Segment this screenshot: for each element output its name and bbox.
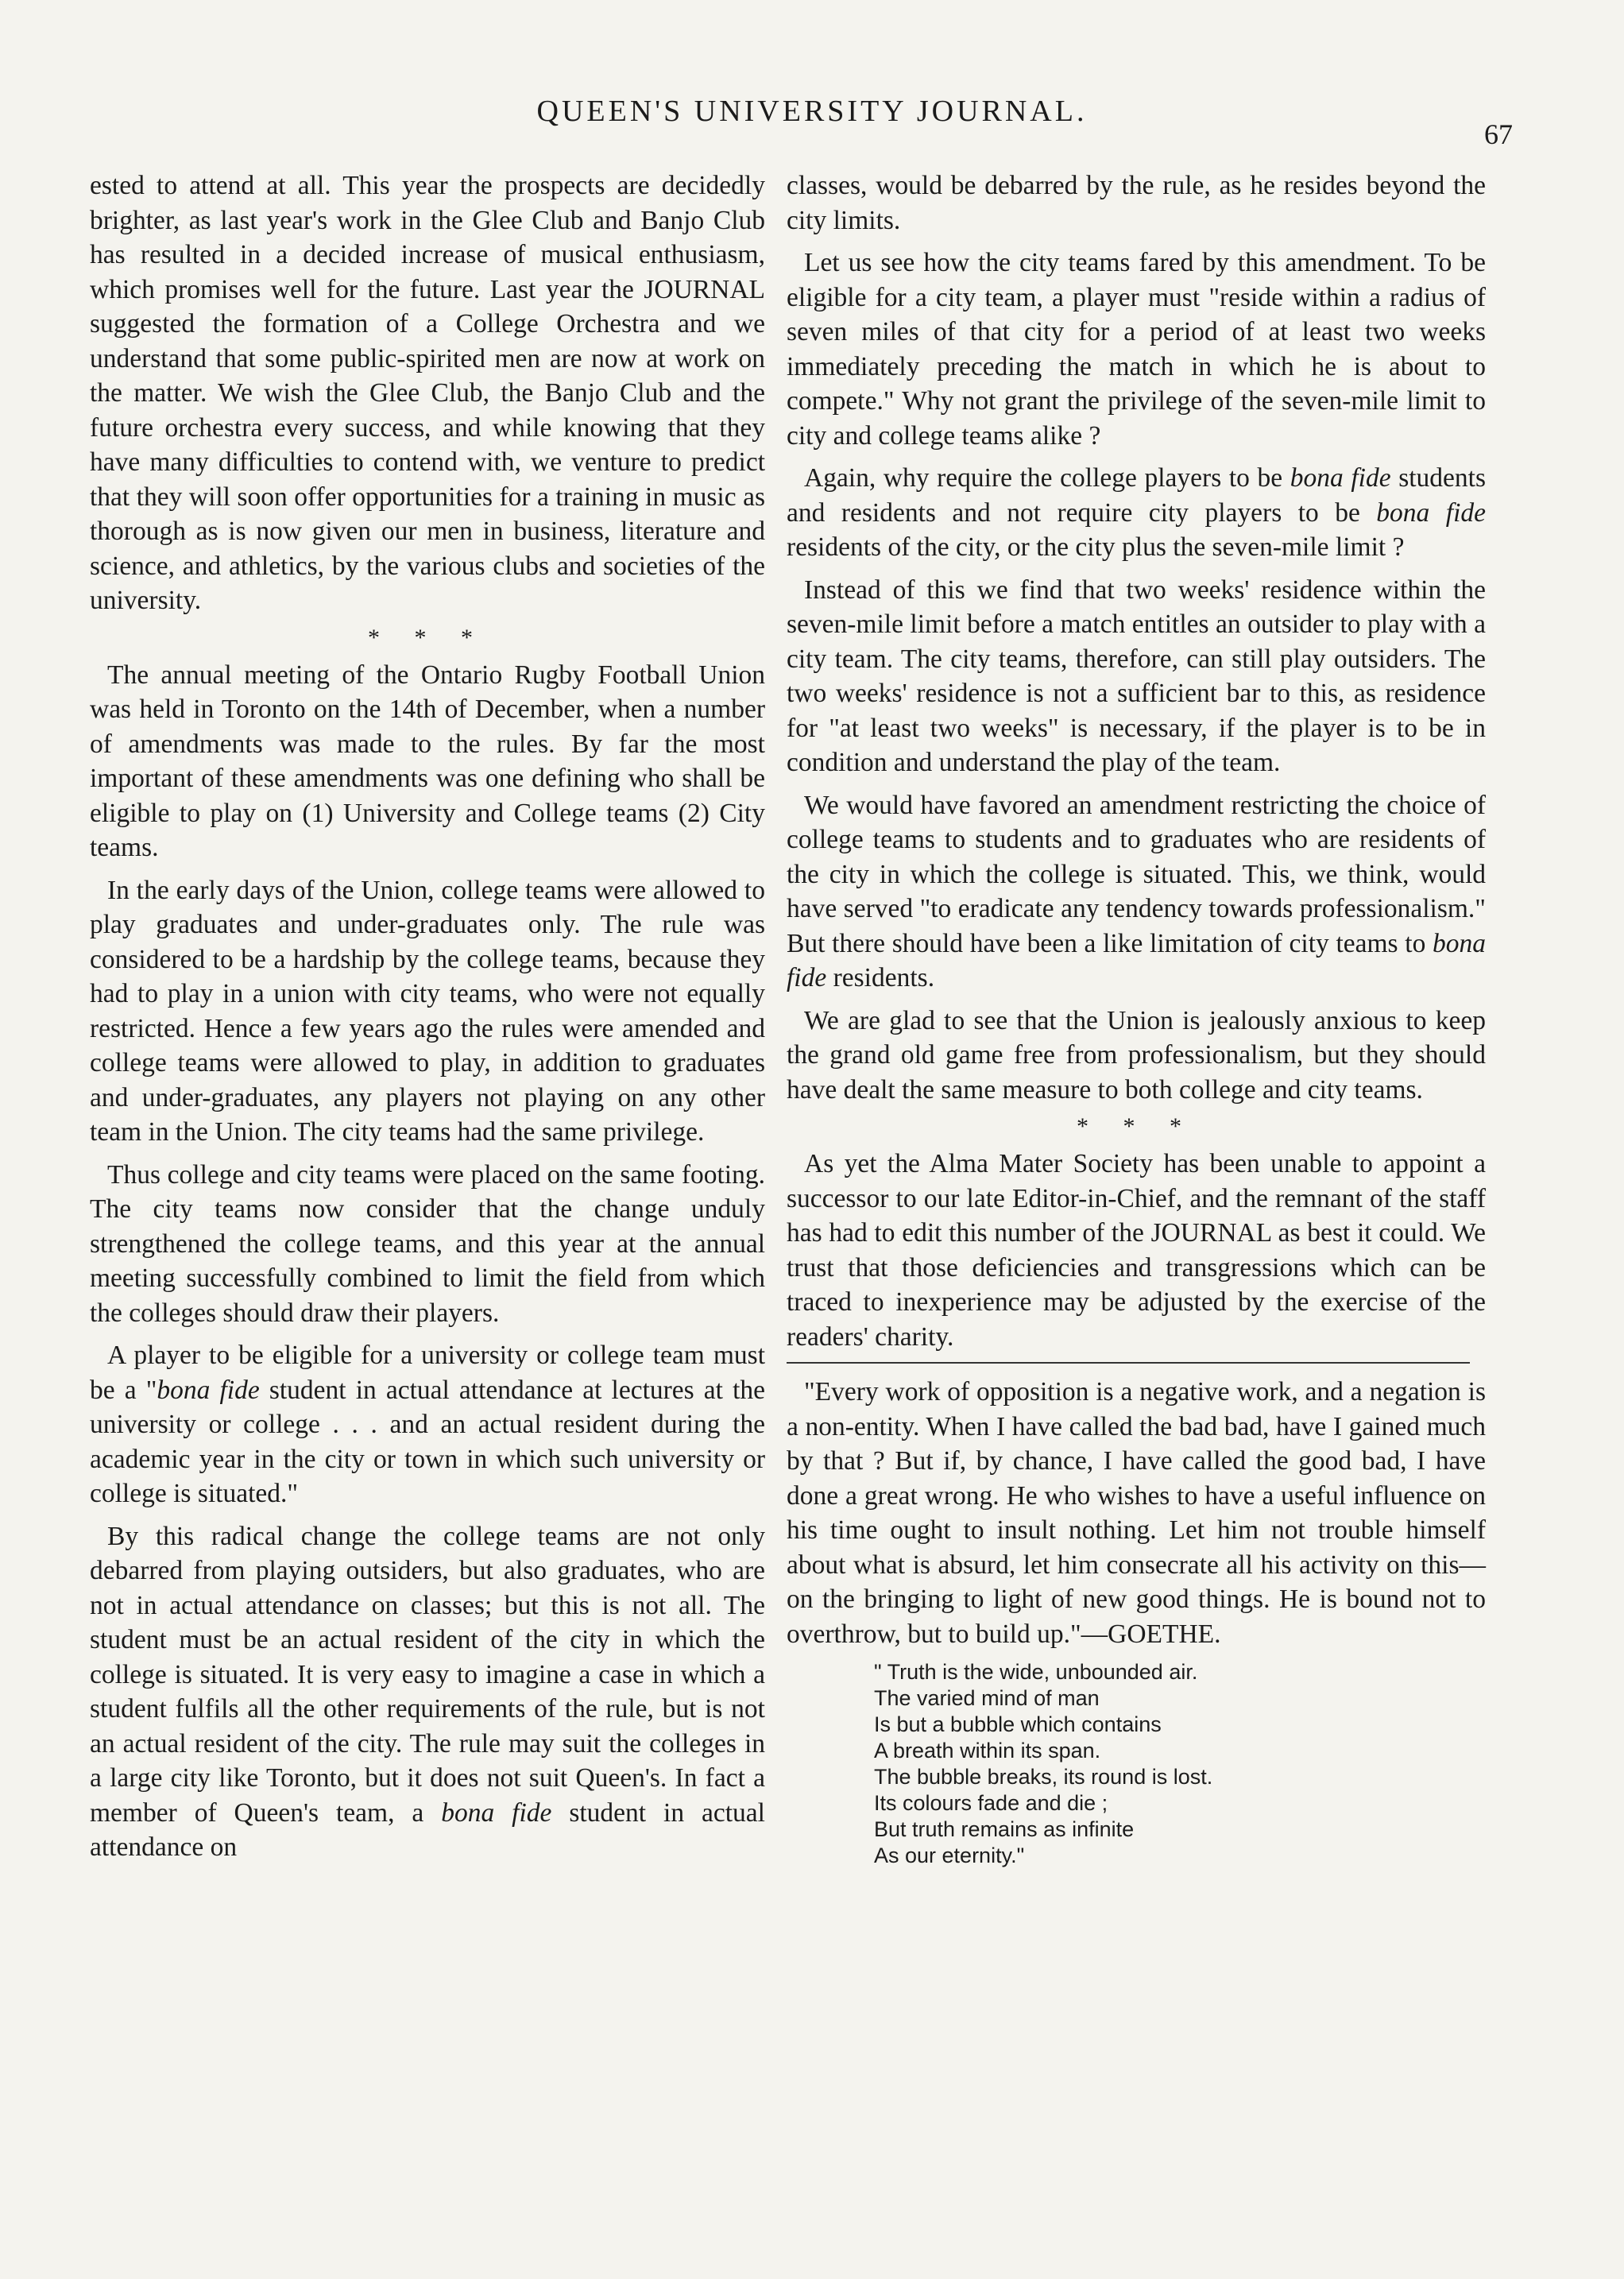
text-run: residents. — [826, 963, 935, 992]
poem-line: Is but a bubble which contains — [874, 1712, 1162, 1736]
poem-line: " Truth is the wide, unbounded air. — [874, 1660, 1198, 1684]
page-number: 67 — [1484, 118, 1513, 150]
italic-term: bona fide — [441, 1797, 552, 1828]
divider-rule — [787, 1362, 1470, 1364]
text-run: Again, why require the college players to be — [804, 463, 1290, 493]
left-paragraph-6 — [90, 1519, 765, 1865]
poem-line: The bubble breaks, its round is lost. — [874, 1765, 1213, 1789]
poem-line: The varied mind of man — [874, 1686, 1100, 1710]
goethe-quote — [787, 1375, 1486, 1651]
left-paragraph-2: The annual meeting of the Ontario Rugby Football Union was held in Toronto on the 14th of December, when a number of amendments was made to the rules. By far the most important of these amendments was one defining who shall be eligible to play on (1) University and College teams (2) City teams. — [90, 660, 765, 862]
right-column — [787, 168, 1486, 1869]
left-column — [90, 168, 765, 1873]
right-paragraph-6: We are glad to see that the Union is jealously anxious to keep the grand old game free from professionalism, but they should have dealt the same measure to both college and city teams. — [787, 1005, 1486, 1105]
text-run: We would have favored an amendment restricting the choice of college teams to students and to graduates who are residents of the city in which the college is situated. This, we think, would have served "to eradicate any tendency towards professionalism." But there should have been a like limitation of city teams to — [787, 790, 1486, 958]
left-paragraph-5 — [90, 1338, 765, 1511]
italic-term: bona fide — [787, 928, 1486, 992]
left-paragraph-3: In the early days of the Union, college teams were allowed to play graduates and under-graduates only. The rule was considered to be a hardship by the college teams, because they had to play in a union with city teams, who were not equally restricted. Hence a few years ago the rules were amended and college teams were allowed to play, in addition to graduates and under-graduates, any players not playing on any other team in the Union. The city teams had the same privilege. — [90, 875, 765, 1147]
quote-text: "Every work of opposition is a negative work, and a negation is a non-entity. When I have called the bad bad, have I gained much by that ? But if, by chance, I have called the good bad, I have done a great wrong. He who wishes to have a useful influence on his time ought to insult nothing. Let him not trouble himself about what is absurd, let him consecrate all his activity on this—on the bringing to light of new good things. He is bound not to overthrow, but to build up."— — [787, 1377, 1486, 1649]
poem-line: A breath within its span. — [874, 1739, 1101, 1762]
right-paragraph-5 — [787, 788, 1486, 996]
italic-term: bona fide — [1376, 497, 1486, 528]
text-run: student in actual attendance at lectures at the university or college . . . and an actual resident during the academic year in the city or town in which such university or college is situated." — [90, 1375, 765, 1508]
quote-author: GOETHE. — [1108, 1619, 1221, 1649]
text-run: A player to be eligible for a university or college team must be a " — [90, 1341, 765, 1405]
right-paragraph-4: Instead of this we find that two weeks' residence within the seven-mile limit before a match entitles an outsider to play with a city team. The city teams, therefore, can still play outsiders. The two weeks' residence is not a sufficient bar to this, as residence for "at least two weeks" is necessary, if the player is to be in condition and understand the play of the team. — [787, 575, 1486, 777]
italic-term: bona fide — [157, 1375, 260, 1405]
right-paragraph-1: classes, would be debarred by the rule, as he resides beyond the city limits. — [787, 171, 1486, 235]
left-paragraph-4: Thus college and city teams were placed on the same footing. The city teams now consider that the change unduly strengthened the college teams, and this year at the annual meeting successfully combined to limit the field from which the colleges should draw their players. — [90, 1159, 765, 1328]
poem-line: As our eternity." — [874, 1844, 1025, 1867]
section-separator: * * * — [1077, 1113, 1196, 1140]
text-run: students and residents and not require city players to be — [787, 463, 1486, 528]
text-run: residents of the city, or the city plus the seven-mile limit ? — [787, 532, 1405, 562]
right-paragraph-2: Let us see how the city teams fared by this amendment. To be eligible for a city team, a player must "reside within a radius of seven miles of that city for a period of at least two weeks immediately preceding the match in which he is about to compete." Why not grant the privilege of the seven-mile limit to city and college teams alike ? — [787, 248, 1486, 451]
poem-line: But truth remains as infinite — [874, 1817, 1135, 1841]
poem — [874, 1659, 1486, 1869]
right-paragraph-7: As yet the Alma Mater Society has been unable to appoint a successor to our late Editor-in-Chief, and the remnant of the staff has had to edit this number of the JOURNAL as best it could. We trust that those deficiencies and transgressions which can be traced to inexperience may be adjusted by the exercise of the readers' charity. — [787, 1149, 1486, 1352]
text-run: student in actual attendance on — [90, 1797, 765, 1862]
right-paragraph-3 — [787, 461, 1486, 565]
running-title: QUEEN'S UNIVERSITY JOURNAL. — [536, 95, 1088, 128]
italic-term: bona fide — [1290, 463, 1391, 493]
text-run: By this radical change the college teams are not only debarred from playing outsiders, but also graduates, who are not in actual attendance on classes; but this is not all. The student must be an actual resident of the city in which the college is situated. It is very easy to imagine a case in which a student fulfils all the other requirements of the rule, but is not an actual resident of the city. The rule may suit the colleges in a large city like Toronto, but it does not suit Queen's. In fact a member of Queen's team, a — [90, 1521, 765, 1828]
left-paragraph-1: ested to attend at all. This year the prospects are decidedly brighter, as last year's work in the Glee Club and Banjo Club has resulted in a decided increase of musical enthusiasm, which promises well for the future. Last year the JOURNAL suggested the formation of a College Orchestra and we understand that some public-spirited men are now at work on the matter. We wish the Glee Club, the Banjo Club and the future orchestra every success, and while knowing that they have many difficulties to contend with, we venture to predict that they will soon offer opportunities for a training in music as thorough as is now given our men in business, literature and science, and athletics, by the various clubs and societies of the university. — [90, 171, 765, 615]
section-separator: * * * — [368, 624, 487, 651]
page-header — [0, 94, 1624, 150]
poem-line: Its colours fade and die ; — [874, 1791, 1108, 1815]
